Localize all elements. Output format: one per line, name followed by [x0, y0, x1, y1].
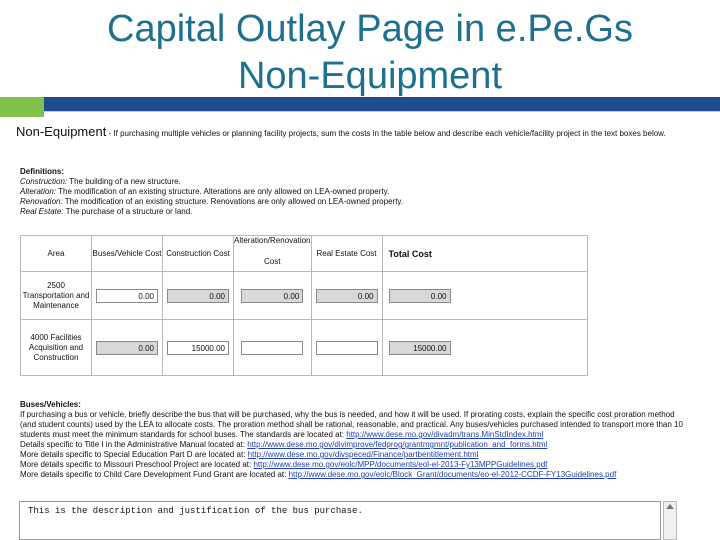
special-ed-details-text: More details specific to Special Education Part D are located at:	[20, 450, 248, 459]
screenshot-panel	[16, 124, 704, 540]
row-area-2500: 2500 Transportation and Maintenance	[21, 272, 92, 320]
section-intro	[16, 124, 676, 139]
definition-item: Construction: The building of a new structure.	[20, 177, 181, 186]
header-buses-vehicle-cost: Buses/Vehicle Cost	[92, 236, 163, 272]
accent-bar-blue	[44, 97, 720, 117]
real-estate-cost-input-4000[interactable]	[316, 341, 378, 355]
table-row	[21, 272, 588, 320]
buses-instructions: If purchasing a bus or vehicle, briefly describe the bus that will be purchased, why the bus is needed, and how it will be used. If prorating costs, explain the specific cost proration method (and student counts) used by the LEA to allocate costs. The proration method shall be rational, reasonable, and practical. Any buses/vehicles purchased intended to transport more than 10 students must meet the minimum standards for school buses. The standards are located at:	[20, 410, 683, 439]
row-area-4000: 4000 Facilities Acquisition and Construction	[21, 320, 92, 376]
total-cost-2500: 0.00	[389, 289, 451, 303]
definition-item: Real Estate: The purchase of a structure or land.	[20, 207, 193, 216]
buses-cost-input-4000: 0.00	[96, 341, 158, 355]
construction-cost-input-4000[interactable]: 15000.00	[167, 341, 229, 355]
slide-title-line1: Capital Outlay Page in e.Pe.Gs	[107, 8, 633, 50]
definitions-block	[20, 167, 670, 217]
definition-item: Alteration: The modification of an existing structure. Alterations are only allowed on LEA-owned property.	[20, 187, 390, 196]
child-care-link[interactable]: http://www.dese.mo.gov/eolc/Block_Grant/documents/eo-el-2012-CCDF-FY13Guidelines.pdf	[288, 470, 617, 479]
table-row	[21, 320, 588, 376]
header-total-cost: Total Cost	[382, 236, 587, 272]
header-area: Area	[21, 236, 92, 272]
header-construction-cost: Construction Cost	[163, 236, 234, 272]
alteration-cost-input-4000[interactable]	[241, 341, 303, 355]
bus-description-textarea[interactable]: This is the description and justification of the bus purchase.	[19, 501, 661, 540]
definitions-heading: Definitions:	[20, 167, 64, 176]
header-alteration-renovation-cost: Alteration/Renovation Cost	[234, 236, 312, 272]
title-i-details-text: Details specific to Title I in the Administrative Manual located at:	[20, 440, 248, 449]
construction-cost-input-2500: 0.00	[167, 289, 229, 303]
buses-cost-input-2500[interactable]: 0.00	[96, 289, 158, 303]
buses-vehicles-section	[20, 400, 690, 480]
slide-title-line2: Non-Equipment	[237, 55, 503, 97]
alteration-cost-input-2500: 0.00	[241, 289, 303, 303]
accent-bar-green	[0, 97, 44, 117]
preschool-link[interactable]: http://www.dese.mo.gov/eolc/MPP/documents/eol-el-2013-Fy13MPPGuidelines.pdf	[253, 460, 548, 469]
special-ed-link[interactable]: http://www.dese.mo.gov/divspeced/Finance/partbentitlement.html	[247, 450, 479, 459]
preschool-details-text: More details specific to Missouri Preschool Project are located at:	[20, 460, 254, 469]
definition-item: Renovation: The modification of an existing structure. Renovations are only allowed on LEA-owned property.	[20, 197, 404, 206]
total-cost-4000: 15000.00	[389, 341, 451, 355]
real-estate-cost-input-2500: 0.00	[316, 289, 378, 303]
header-real-estate-cost: Real Estate Cost	[311, 236, 382, 272]
cost-table	[20, 235, 588, 376]
scroll-up-icon[interactable]	[666, 504, 674, 509]
child-care-details-text: More details specific to Child Care Development Fund Grant are located at:	[20, 470, 289, 479]
bus-standards-link[interactable]: http://www.dese.mo.gov/divadm/trans.MinStdIndex.html	[346, 430, 544, 439]
slide-title	[0, 6, 720, 100]
title-i-manual-link[interactable]: http://www.dese.mo.gov/divimprove/fedprog/grantmgmnt/publication_and_forms.html	[247, 440, 548, 449]
textarea-scrollbar[interactable]	[663, 501, 677, 540]
section-heading: Non-Equipment	[16, 124, 107, 139]
buses-heading: Buses/Vehicles:	[20, 400, 81, 409]
section-intro-text: - If purchasing multiple vehicles or planning facility projects, sum the costs in the table below and describe each vehicle/facility project in the text boxes below.	[106, 129, 666, 138]
